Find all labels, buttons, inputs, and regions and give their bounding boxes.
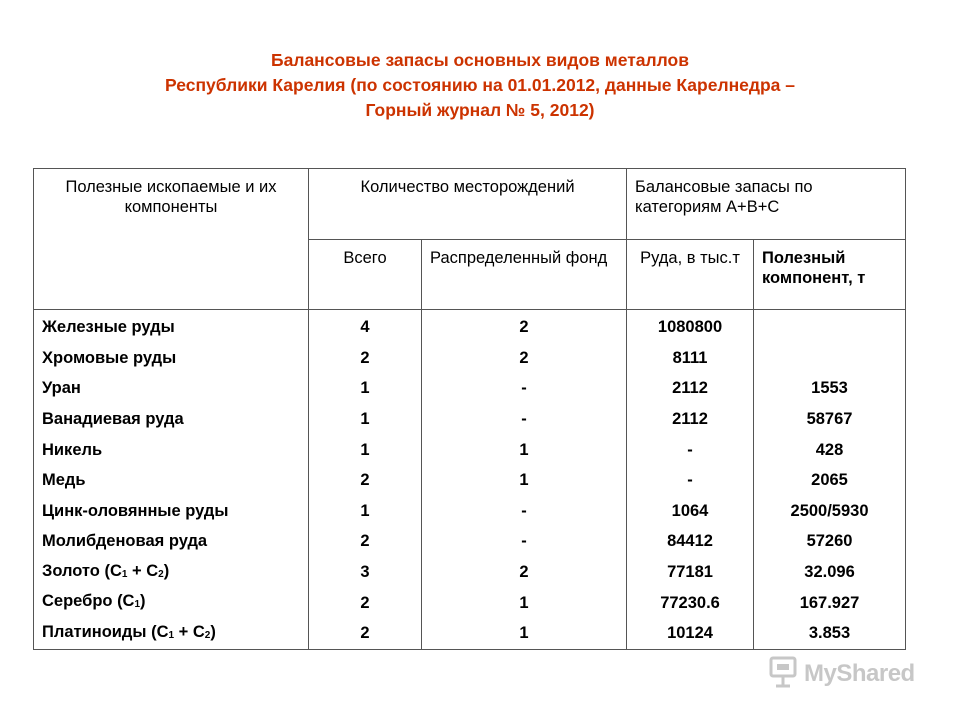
table-row <box>34 618 906 649</box>
row-ore: 1080800 <box>627 310 754 343</box>
row-total: 2 <box>309 618 422 649</box>
header-total: Всего <box>309 240 422 310</box>
row-name: Уран <box>34 373 309 404</box>
row-ore: 8111 <box>627 343 754 374</box>
row-ore: 77230.6 <box>627 587 754 618</box>
row-distributed: 1 <box>422 434 627 465</box>
table-row <box>34 526 906 557</box>
table-row <box>34 404 906 435</box>
row-component: 58767 <box>754 404 906 435</box>
row-name: Железные руды <box>34 310 309 343</box>
table-row <box>34 343 906 374</box>
header-ore: Руда, в тыс.т <box>627 240 754 310</box>
row-component: 57260 <box>754 526 906 557</box>
row-distributed: 1 <box>422 587 627 618</box>
row-component: 3.853 <box>754 618 906 649</box>
page-title <box>0 48 960 123</box>
row-name: Платиноиды $(С_1 + С_2)$ <box>34 618 309 649</box>
watermark-logo <box>768 656 915 692</box>
row-name: Золото $(С_1 + С_2)$ <box>34 557 309 588</box>
row-distributed: - <box>422 373 627 404</box>
row-name: Молибденовая руда <box>34 526 309 557</box>
row-total: 2 <box>309 343 422 374</box>
reserves-table <box>33 168 906 650</box>
header-reserves-group: Балансовые запасы по категориям А+В+С <box>627 169 906 240</box>
row-total: 2 <box>309 526 422 557</box>
table-row <box>34 587 906 618</box>
row-distributed: - <box>422 404 627 435</box>
row-distributed: 2 <box>422 310 627 343</box>
row-distributed: 2 <box>422 343 627 374</box>
title-line-3: Горный журнал № 5, 2012) <box>365 100 595 120</box>
row-component: 32.096 <box>754 557 906 588</box>
row-component: 2500/5930 <box>754 496 906 527</box>
row-total: 1 <box>309 434 422 465</box>
header-row-1 <box>34 169 906 240</box>
row-total: 2 <box>309 587 422 618</box>
watermark-text: MyShared <box>804 660 915 687</box>
row-distributed: - <box>422 496 627 527</box>
title-line-1: Балансовые запасы основных видов металлов <box>271 50 689 70</box>
row-name: Цинк-оловянные руды <box>34 496 309 527</box>
table-row <box>34 310 906 343</box>
row-component <box>754 343 906 374</box>
row-ore: - <box>627 465 754 496</box>
row-ore: 84412 <box>627 526 754 557</box>
header-distributed: Распределенный фонд <box>422 240 627 310</box>
row-total: 1 <box>309 373 422 404</box>
table-row <box>34 373 906 404</box>
table-row <box>34 434 906 465</box>
row-distributed: 1 <box>422 465 627 496</box>
row-name: Хромовые руды <box>34 343 309 374</box>
row-ore: 77181 <box>627 557 754 588</box>
presentation-board-icon <box>768 655 798 694</box>
row-ore: 10124 <box>627 618 754 649</box>
row-component: 1553 <box>754 373 906 404</box>
row-name: Серебро $(С_1)$ <box>34 587 309 618</box>
row-total: 2 <box>309 465 422 496</box>
title-line-2: Республики Карелия (по состоянию на 01.01.2012, данные Карелнедра – <box>164 75 795 95</box>
row-ore: 1064 <box>627 496 754 527</box>
header-component: Полезный компонент, т <box>754 240 906 310</box>
row-name: Ванадиевая руда <box>34 404 309 435</box>
row-component <box>754 310 906 343</box>
row-total: 4 <box>309 310 422 343</box>
table-row <box>34 557 906 588</box>
row-component: 428 <box>754 434 906 465</box>
row-distributed: 1 <box>422 618 627 649</box>
row-total: 1 <box>309 496 422 527</box>
row-distributed: - <box>422 526 627 557</box>
row-distributed: 2 <box>422 557 627 588</box>
table-row <box>34 465 906 496</box>
row-component: 167.927 <box>754 587 906 618</box>
row-name: Никель <box>34 434 309 465</box>
row-total: 3 <box>309 557 422 588</box>
row-ore: 2112 <box>627 373 754 404</box>
table-row <box>34 496 906 527</box>
row-ore: 2112 <box>627 404 754 435</box>
header-minerals: Полезные ископаемые и их компоненты <box>34 169 309 310</box>
row-component: 2065 <box>754 465 906 496</box>
row-total: 1 <box>309 404 422 435</box>
header-deposits-group: Количество месторождений <box>309 169 627 240</box>
row-name: Медь <box>34 465 309 496</box>
row-ore: - <box>627 434 754 465</box>
